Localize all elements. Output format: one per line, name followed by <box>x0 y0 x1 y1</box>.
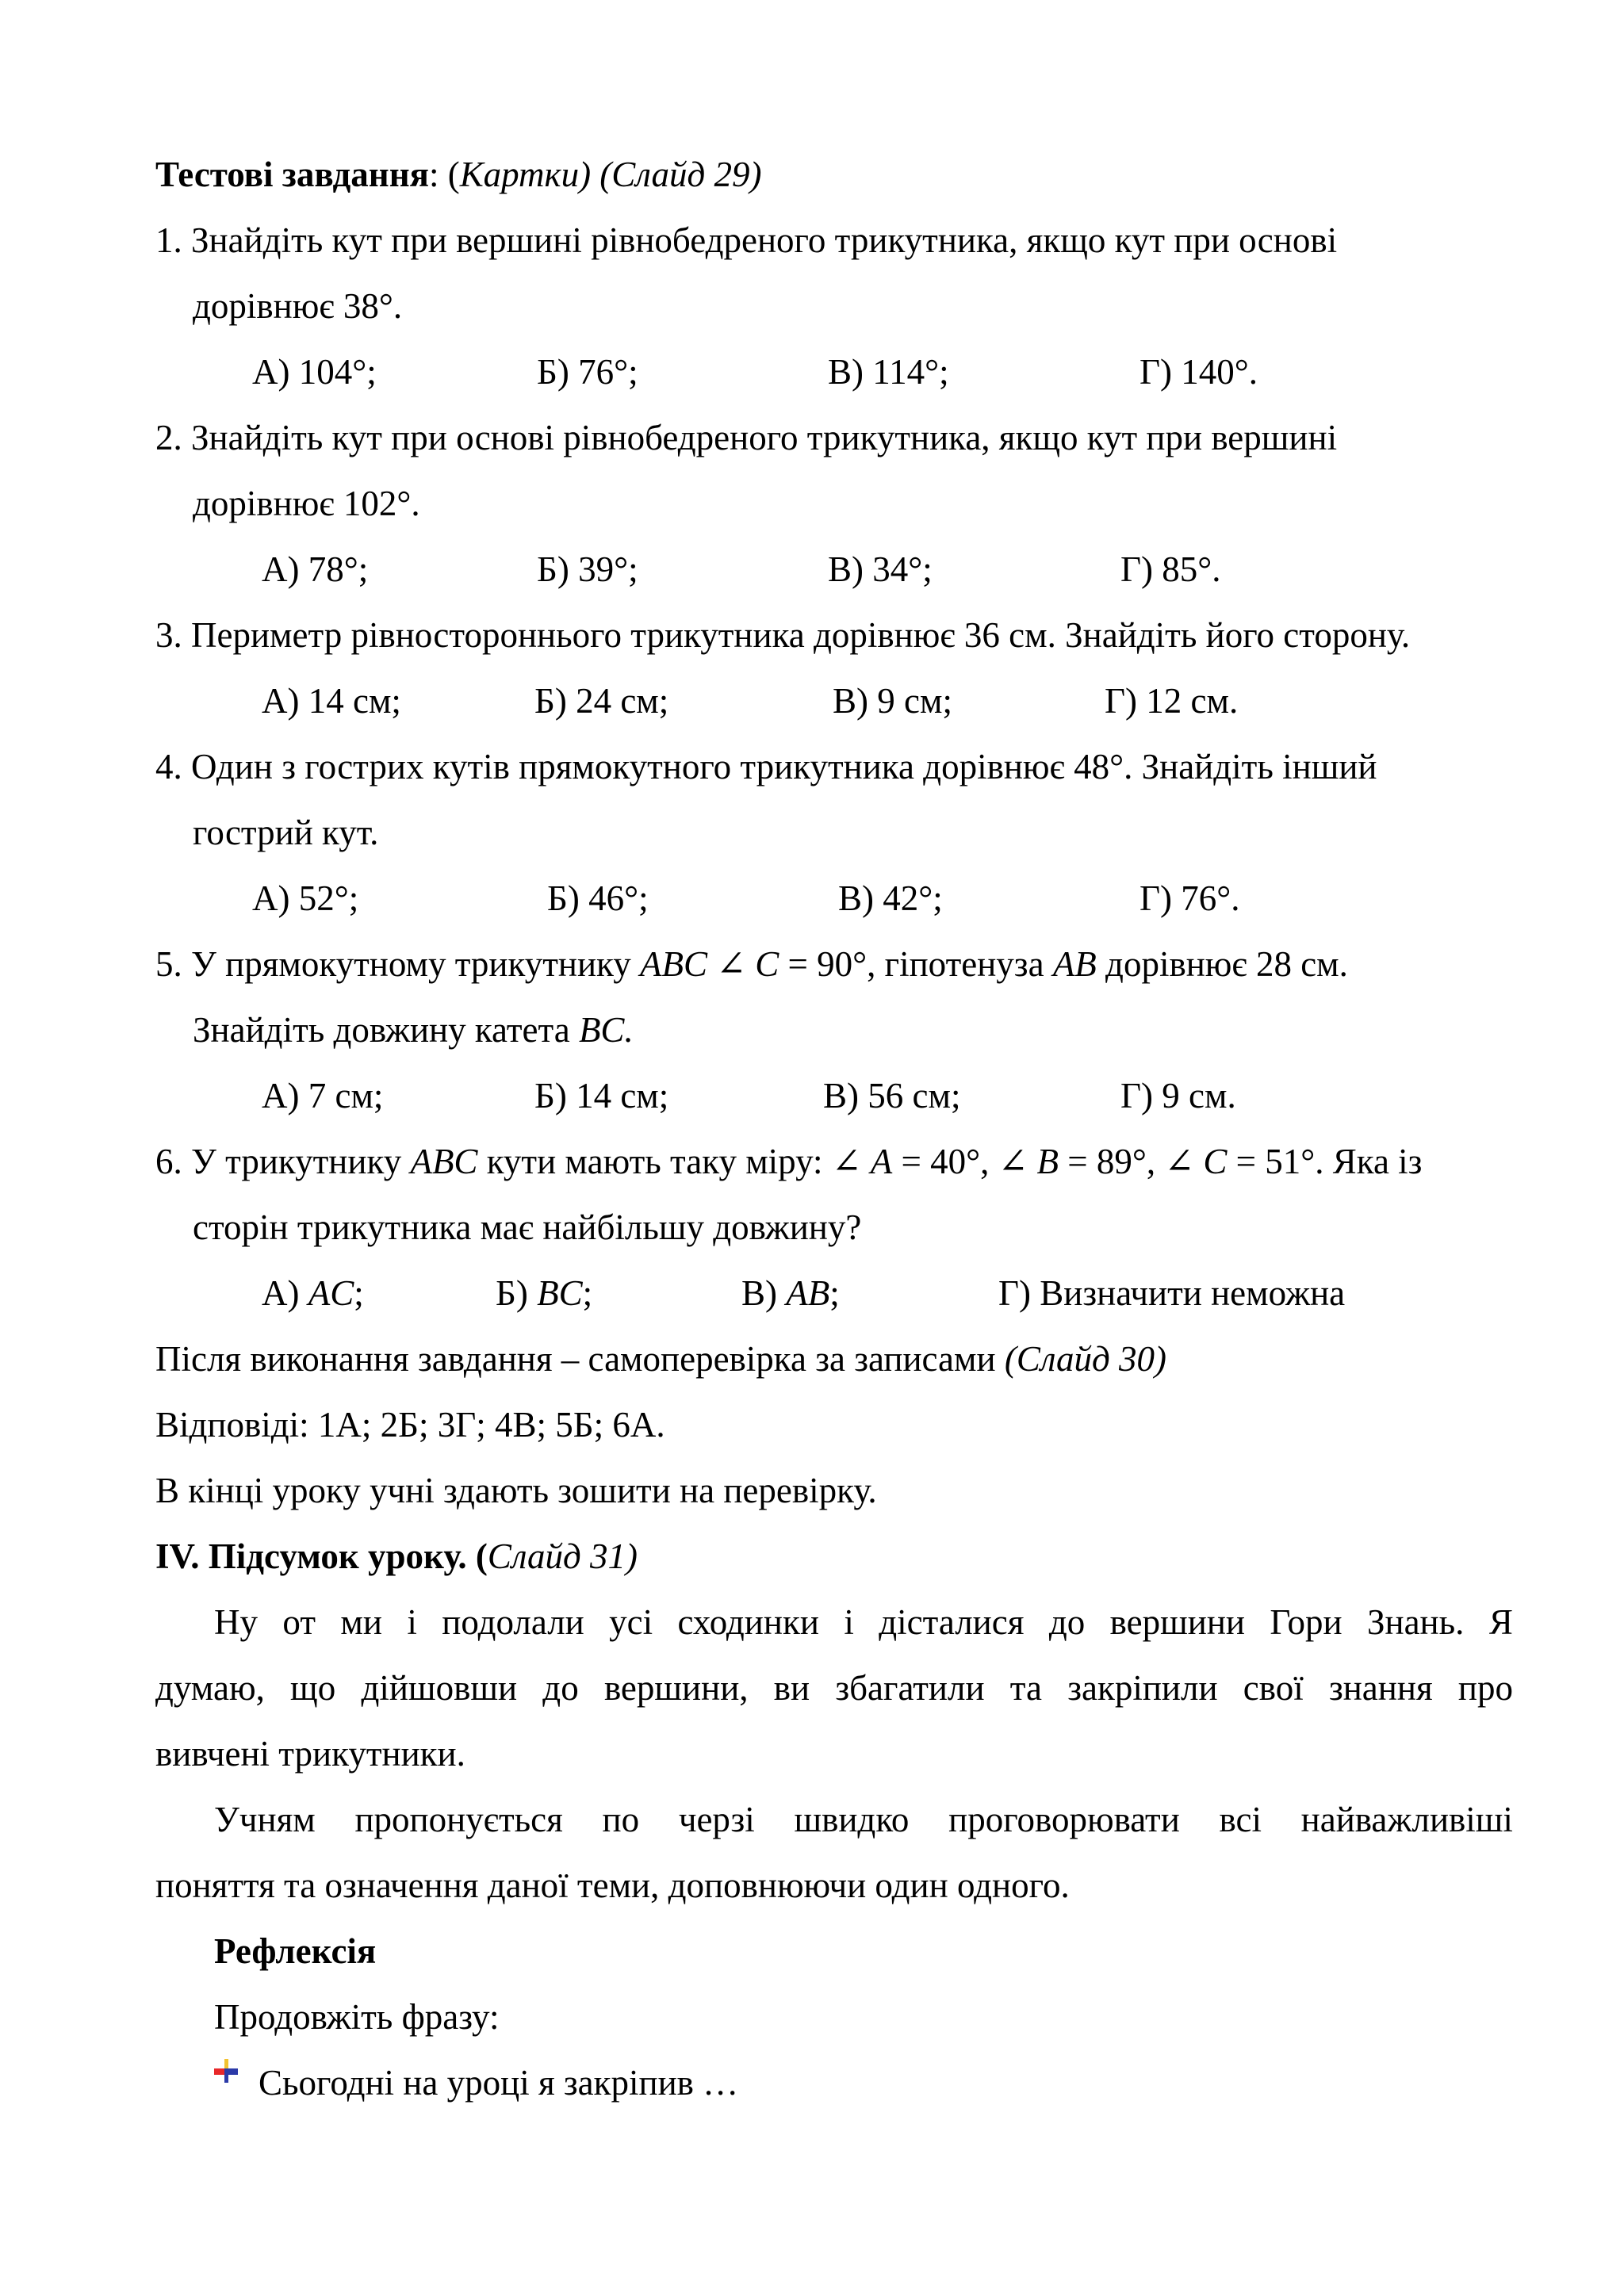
q5-option-d: Г) 9 см. <box>1120 1076 1236 1115</box>
summary-heading <box>155 1536 638 1576</box>
word: збагатили <box>835 1668 985 1708</box>
word: Знань. <box>1366 1602 1465 1642</box>
q1-option-a: А) 104°; <box>252 352 377 392</box>
question-text-part: дорівнює 28 см. <box>1096 944 1348 984</box>
q2-option-d: Г) 85°. <box>1120 549 1221 589</box>
word: дісталися <box>879 1602 1025 1642</box>
question-number: 4. <box>155 747 182 786</box>
word: черзі <box>678 1800 755 1839</box>
question-number: 5. <box>155 944 182 984</box>
summary-bold: IV. Підсумок уроку. ( <box>155 1536 488 1576</box>
paragraph-2-line-1 <box>214 1802 1513 1838</box>
question-4-line-1 <box>155 749 1377 785</box>
q3-option-c: В) 9 см; <box>833 681 952 721</box>
question-2-line-2: дорівнює 102°. <box>193 484 420 523</box>
q3-option-a: А) 14 см; <box>262 681 401 721</box>
option-prefix: Г) Визначити неможна <box>998 1273 1346 1313</box>
q5-option-a: А) 7 см; <box>262 1076 384 1115</box>
q1-option-c: В) 114°; <box>828 352 949 392</box>
question-5-line-2 <box>193 1012 634 1048</box>
heading-colon: : ( <box>428 155 460 194</box>
word: закріпили <box>1067 1668 1218 1708</box>
question-number: 1. <box>155 220 182 260</box>
option-prefix: Б) <box>496 1273 538 1313</box>
q5-option-b: Б) 14 см; <box>534 1076 669 1115</box>
question-text-part: = 40°, <box>892 1142 998 1181</box>
q3-option-b: Б) 24 см; <box>534 681 669 721</box>
question-2-line-1 <box>155 420 1337 456</box>
word: пропонується <box>354 1800 563 1839</box>
question-text-part: У трикутнику <box>191 1142 411 1181</box>
q6-option-a <box>262 1273 364 1313</box>
option-suffix: ; <box>829 1273 840 1313</box>
word: що <box>290 1668 336 1708</box>
word: Ну <box>214 1602 258 1642</box>
question-number: 6. <box>155 1142 182 1181</box>
word: усі <box>609 1602 653 1642</box>
word: по <box>602 1800 640 1839</box>
triangle-notation: ABC <box>410 1142 478 1181</box>
word: свої <box>1243 1668 1304 1708</box>
question-6-line-2: сторін трикутника має найбільшу довжину? <box>193 1207 862 1247</box>
word: швидко <box>794 1800 910 1839</box>
option-side: AC <box>308 1273 354 1313</box>
question-number: 2. <box>155 418 182 457</box>
word: найважливіші <box>1300 1800 1513 1839</box>
bullet-item-text: Сьогодні на уроці я закріпив … <box>259 2063 739 2103</box>
option-suffix: ; <box>354 1273 364 1313</box>
option-suffix: ; <box>582 1273 593 1313</box>
section-heading <box>155 157 761 193</box>
word: і <box>407 1602 417 1642</box>
question-1-line-1 <box>155 220 1338 260</box>
paragraph-2-line-2: поняття та означення даної теми, доповнюючи один одного. <box>155 1866 1070 1905</box>
word: про <box>1457 1668 1513 1708</box>
option-prefix: В) <box>741 1273 787 1313</box>
hypotenuse-notation: AB <box>1052 944 1097 984</box>
word: дійшовши <box>361 1668 518 1708</box>
word: подолали <box>442 1602 584 1642</box>
q6-option-d <box>998 1273 1346 1313</box>
q2-option-c: В) 34°; <box>828 549 933 589</box>
q3-option-d: Г) 12 см. <box>1105 681 1239 721</box>
slide-ref: (Слайд 30) <box>1004 1339 1167 1379</box>
q4-option-c: В) 42°; <box>838 878 943 918</box>
q4-option-d: Г) 76°. <box>1139 878 1240 918</box>
question-text: Периметр рівностороннього трикутника дорівнює 36 см. Знайдіть його сторону. <box>191 615 1411 655</box>
question-text: Один з гострих кутів прямокутного трикутника дорівнює 48°. Знайдіть інший <box>191 747 1377 786</box>
question-3-line-1 <box>155 615 1411 655</box>
q1-option-d: Г) 140°. <box>1139 352 1258 392</box>
paragraph-1-line-3: вивчені трикутники. <box>155 1734 465 1774</box>
angle-c-notation: ∠ C <box>1164 1142 1228 1181</box>
leg-notation: BC. <box>578 1010 634 1050</box>
q6-option-c <box>741 1273 840 1313</box>
end-note: В кінці уроку учні здають зошити на перевірку. <box>155 1471 877 1510</box>
question-text-part: = 90°, гіпотенуза <box>779 944 1053 984</box>
question-6-line-1 <box>155 1144 1422 1180</box>
summary-slide-ref: Слайд 31) <box>487 1536 638 1576</box>
continue-phrase: Продовжіть фразу: <box>214 1997 500 2037</box>
q5-option-c: В) 56 см; <box>823 1076 961 1115</box>
word: сходинки <box>677 1602 819 1642</box>
heading-bold: Тестові завдання <box>155 155 429 194</box>
reflection-title: Рефлексія <box>214 1931 377 1971</box>
word: знання <box>1328 1668 1433 1708</box>
word: до <box>542 1668 579 1708</box>
option-side: BC <box>537 1273 583 1313</box>
option-side: AB <box>786 1273 830 1313</box>
heading-italic: Картки) (Слайд 29) <box>459 155 762 194</box>
answers-line: Відповіді: 1А; 2Б; 3Г; 4В; 5Б; 6А. <box>155 1405 665 1445</box>
self-check-text: Після виконання завдання – самоперевірка за записами <box>155 1339 1005 1379</box>
question-text: Знайдіть кут при вершині рівнобедреного трикутника, якщо кут при основі <box>191 220 1338 260</box>
bullet-cross-icon <box>214 2059 238 2083</box>
option-prefix: А) <box>262 1273 308 1313</box>
word: ми <box>340 1602 382 1642</box>
self-check-note <box>155 1341 1166 1377</box>
question-text: Знайдіть кут при основі рівнобедреного трикутника, якщо кут при вершині <box>191 418 1338 457</box>
word: і <box>844 1602 854 1642</box>
question-text-part: кути мають таку міру: <box>477 1142 832 1181</box>
question-text-part: = 51°. Яка із <box>1227 1142 1423 1181</box>
angle-b-notation: ∠ B <box>998 1142 1059 1181</box>
question-text-part: = 89°, <box>1059 1142 1165 1181</box>
question-text-part: У прямокутному трикутнику <box>191 944 641 984</box>
word: всі <box>1219 1800 1262 1839</box>
word: вершини <box>1109 1602 1245 1642</box>
question-5-line-1 <box>155 944 1348 984</box>
word: Гори <box>1270 1602 1342 1642</box>
q2-option-b: Б) 39°; <box>537 549 638 589</box>
word: думаю, <box>155 1668 265 1708</box>
paragraph-1-line-1 <box>214 1602 1513 1642</box>
word: та <box>1009 1668 1042 1708</box>
word: Учням <box>214 1800 316 1839</box>
q6-option-b <box>496 1273 593 1313</box>
q1-option-b: Б) 76°; <box>537 352 638 392</box>
question-text-part: Знайдіть довжину катета <box>193 1010 579 1050</box>
paragraph-1-line-2 <box>155 1670 1513 1706</box>
word: до <box>1048 1602 1086 1642</box>
q4-option-b: Б) 46°; <box>547 878 649 918</box>
triangle-notation: ABC ∠ C <box>640 944 779 984</box>
word: от <box>282 1602 316 1642</box>
word: проговорювати <box>948 1800 1180 1839</box>
question-4-line-2: гострий кут. <box>193 813 379 852</box>
question-number: 3. <box>155 615 182 655</box>
angle-a-notation: ∠ A <box>831 1142 893 1181</box>
question-1-line-2: дорівнює 38°. <box>193 286 403 326</box>
q4-option-a: А) 52°; <box>252 878 359 918</box>
q2-option-a: А) 78°; <box>262 549 369 589</box>
word: Я <box>1488 1602 1513 1642</box>
word: ви <box>773 1668 810 1708</box>
word: вершини, <box>603 1668 749 1708</box>
